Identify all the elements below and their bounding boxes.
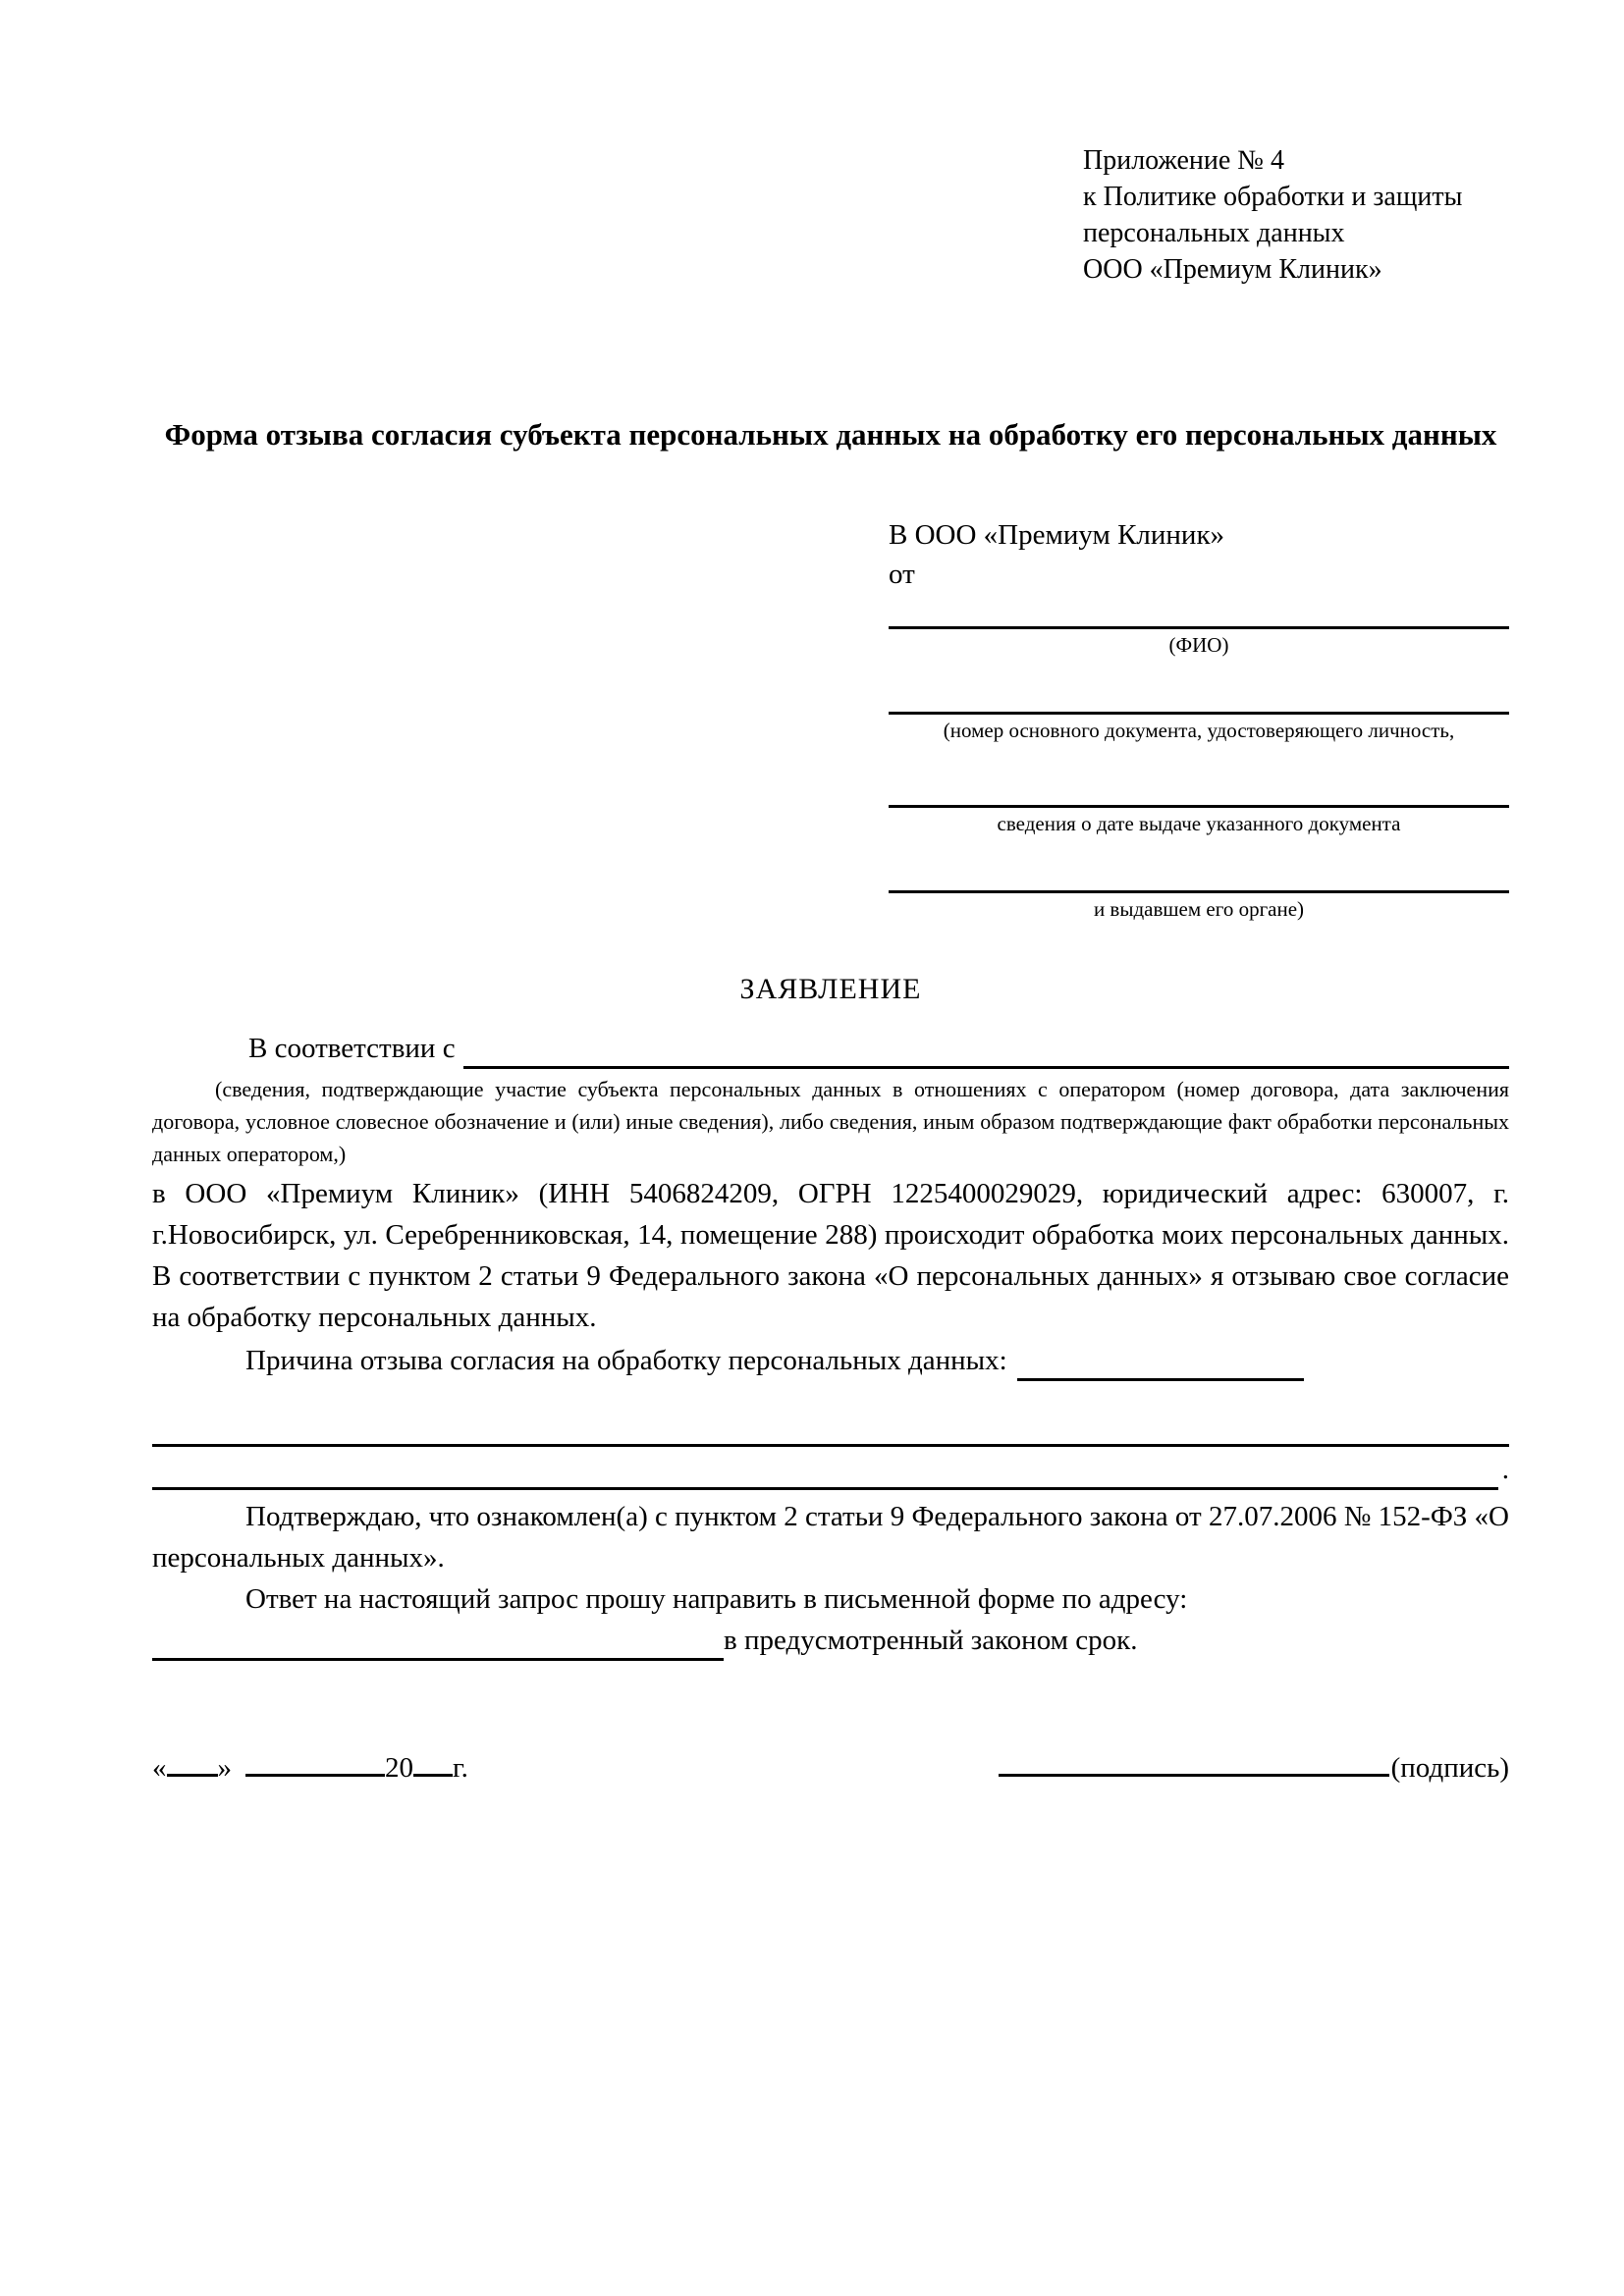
fio-field xyxy=(889,608,1509,658)
reply-address-line xyxy=(152,1620,1509,1661)
addressee-block xyxy=(889,515,1509,922)
issue-date-field xyxy=(889,786,1509,836)
confirmation-paragraph: Подтверждаю, что ознакомлен(а) с пунктом 2 статьи 9 Федерального закона от 27.07.2006 № 152-ФЗ «О персональных данных». xyxy=(152,1501,1509,1574)
appendix-header-line: Приложение № 4 xyxy=(1083,145,1284,176)
issuing-authority-field xyxy=(889,872,1509,922)
appendix-header-line: персональных данных xyxy=(1083,218,1345,248)
fio-caption: (ФИО) xyxy=(1168,633,1229,657)
appendix-header xyxy=(1083,142,1509,288)
reply-paragraph: Ответ на настоящий запрос прошу направить в письменной форме по адресу: xyxy=(245,1583,1188,1615)
basis-input-line[interactable] xyxy=(463,1036,1509,1069)
year-input-line[interactable] xyxy=(413,1747,453,1777)
sentence-period: . xyxy=(1501,1454,1509,1485)
signature-caption: (подпись) xyxy=(1390,1752,1509,1784)
reply-suffix: в предусмотренный законом срок. xyxy=(724,1625,1138,1656)
basis-note: (сведения, подтверждающие участие субъекта персональных данных в отношениях с оператором (номер договора, дата заключения договора, условное словесное обозначение и (или) иные сведения), либо сведения, иным образом подтверждающие факт обработки персональных данных оператором,) xyxy=(152,1077,1509,1166)
document-title: Форма отзыва согласия субъекта персональных данных на обработку его персональных данных xyxy=(164,417,1497,452)
document-number-caption: (номер основного документа, удостоверяющего личность, xyxy=(943,719,1455,742)
month-input-line[interactable] xyxy=(245,1747,385,1777)
year-prefix: 20 xyxy=(385,1752,413,1784)
signature-input-line[interactable] xyxy=(999,1747,1389,1777)
date-line xyxy=(152,1747,468,1789)
reason-continuation-input-line[interactable] xyxy=(152,1457,1498,1490)
reason-line xyxy=(152,1340,1509,1381)
document-number-input-line[interactable] xyxy=(889,693,1509,715)
appendix-header-line: к Политике обработки и защиты xyxy=(1083,182,1463,212)
reply-address-input-line[interactable] xyxy=(152,1628,724,1661)
statement-heading: ЗАЯВЛЕНИЕ xyxy=(739,973,922,1005)
day-input-line[interactable] xyxy=(167,1747,218,1777)
date-signature-row xyxy=(152,1747,1509,1789)
reason-input-line[interactable] xyxy=(1017,1348,1304,1381)
issuing-authority-input-line[interactable] xyxy=(889,872,1509,893)
quote-open: « xyxy=(152,1752,167,1784)
statement-body: в ООО «Премиум Клиник» (ИНН 5406824209, ОГРН 1225400029029, юридический адрес: 630007, г. г.Новосибирск, ул. Серебренниковская, 14, помещение 288) происходит обработка моих персональных данных. В соответствии с пунктом 2 статьи 9 Федерального закона «О персональных данных» я отзываю свое согласие на обработку персональных данных. xyxy=(152,1178,1509,1333)
issue-date-caption: сведения о дате выдаче указанного документа xyxy=(997,812,1401,835)
year-suffix: г. xyxy=(453,1752,468,1784)
signature-line xyxy=(999,1747,1509,1789)
issue-date-input-line[interactable] xyxy=(889,786,1509,808)
addressee-from: от xyxy=(889,559,915,590)
document-number-field xyxy=(889,693,1509,743)
quote-close: » xyxy=(217,1752,232,1784)
fio-input-line[interactable] xyxy=(889,608,1509,629)
addressee-to: В ООО «Премиум Клиник» xyxy=(889,519,1225,551)
issuing-authority-caption: и выдавшем его органе) xyxy=(1093,897,1305,921)
basis-label: В соответствии с xyxy=(248,1033,456,1064)
basis-line xyxy=(152,1028,1509,1069)
reason-continuation-line-1[interactable] xyxy=(152,1444,1509,1447)
appendix-header-line: ООО «Премиум Клиник» xyxy=(1083,254,1382,285)
reason-continuation-line-2 xyxy=(152,1449,1509,1490)
reason-label: Причина отзыва согласия на обработку персональных данных: xyxy=(245,1345,1007,1376)
